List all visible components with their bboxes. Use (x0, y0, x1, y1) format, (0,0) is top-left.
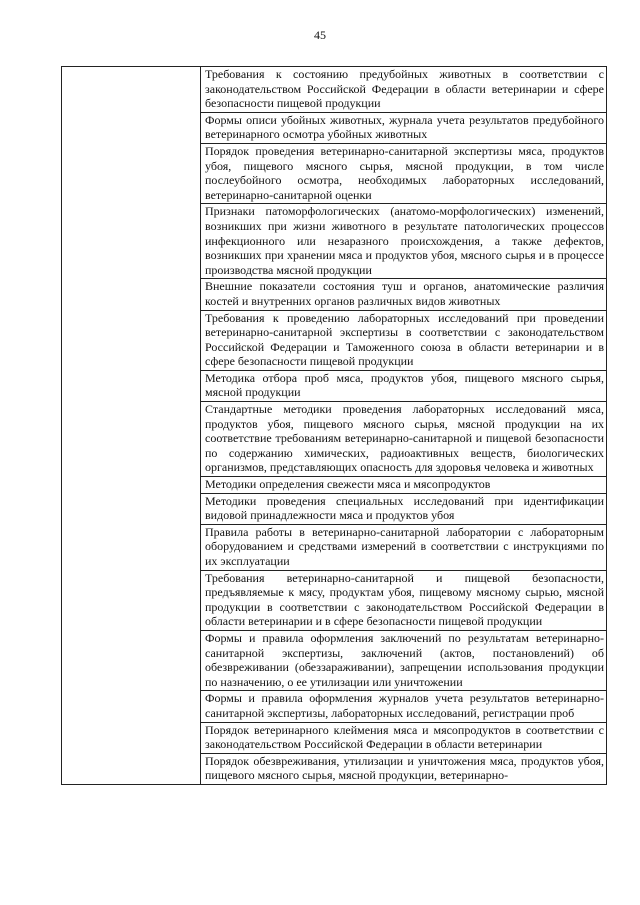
requirement-item: Формы и правила оформления журналов учета результатов ветеринарно-санитарной экспертизы, лабораторных исследований, регистрации проб (201, 691, 606, 722)
requirement-item: Порядок ветеринарного клеймения мяса и мясопродуктов в соответствии с законодательством Российской Федерации в области ветеринарии (201, 723, 606, 754)
requirement-item: Признаки патоморфологических (анатомо-морфологических) изменений, возникших при жизни животного в результате патологических процессов инфекционного или незаразного происхождения, а также дефектов, возникших при хранении мяса и продуктов убоя, мясного сырья и в процессе производства мясной продукции (201, 204, 606, 279)
requirement-item: Стандартные методики проведения лабораторных исследований мяса, продуктов убоя, пищевого мясного сырья, мясной продукции на их соответствие требованиям ветеринарно-санитарной и пищевой безопасности по содержанию химических, радиоактивных веществ, биологических организмов, представляющих опасность для здоровья человека и животных (201, 402, 606, 477)
requirement-item: Методика отбора проб мяса, продуктов убоя, пищевого мясного сырья, мясной продукции (201, 371, 606, 402)
requirements-cell (201, 67, 607, 785)
requirement-item: Формы и правила оформления заключений по результатам ветеринарно-санитарной экспертизы, заключений (актов, постановлений) об обезвреживании (обеззараживании), запрещении использования продукции по назначению, о ее утилизации или уничтожении (201, 631, 606, 691)
requirement-item: Методики проведения специальных исследований при идентификации видовой принадлежности мяса и продуктов убоя (201, 494, 606, 525)
requirement-item: Внешние показатели состояния туш и органов, анатомические различия костей и внутренних органов различных видов животных (201, 279, 606, 310)
requirements-table (61, 66, 607, 785)
requirement-item: Правила работы в ветеринарно-санитарной лаборатории с лабораторным оборудованием и средствами измерений в соответствии с инструкциями по их эксплуатации (201, 525, 606, 571)
requirement-item: Порядок проведения ветеринарно-санитарной экспертизы мяса, продуктов убоя, пищевого мясного сырья, мясной продукции, в том числе послеубойного осмотра, необходимых лабораторных исследований, ветеринарно-санитарной оценки (201, 144, 606, 204)
requirement-item: Требования к проведению лабораторных исследований при проведении ветеринарно-санитарной экспертизы в соответствии с законодательством Российской Федерации и Таможенного союза в области ветеринарии и в сфере безопасности пищевой продукции (201, 311, 606, 371)
table-row (62, 67, 607, 785)
requirement-item: Формы описи убойных животных, журнала учета результатов предубойного ветеринарного осмотра убойных животных (201, 113, 606, 144)
requirement-item: Требования ветеринарно-санитарной и пищевой безопасности, предъявляемые к мясу, продуктам убоя, пищевому мясному сырью, мясной продукции в соответствии с законодательством Российской Федерации в области ветеринарии и в сфере безопасности пищевой продукции (201, 571, 606, 631)
requirement-item: Порядок обезвреживания, утилизации и уничтожения мяса, продуктов убоя, пищевого мясного сырья, мясной продукции, ветеринарно- (205, 753, 604, 783)
page-number: 45 (314, 28, 326, 42)
requirement-item: Методики определения свежести мяса и мясопродуктов (201, 477, 606, 494)
requirement-item: Требования к состоянию предубойных животных в соответствии с законодательством Российской Федерации в области ветеринарии и сфере безопасности пищевой продукции (201, 67, 606, 113)
label-cell (62, 67, 201, 785)
